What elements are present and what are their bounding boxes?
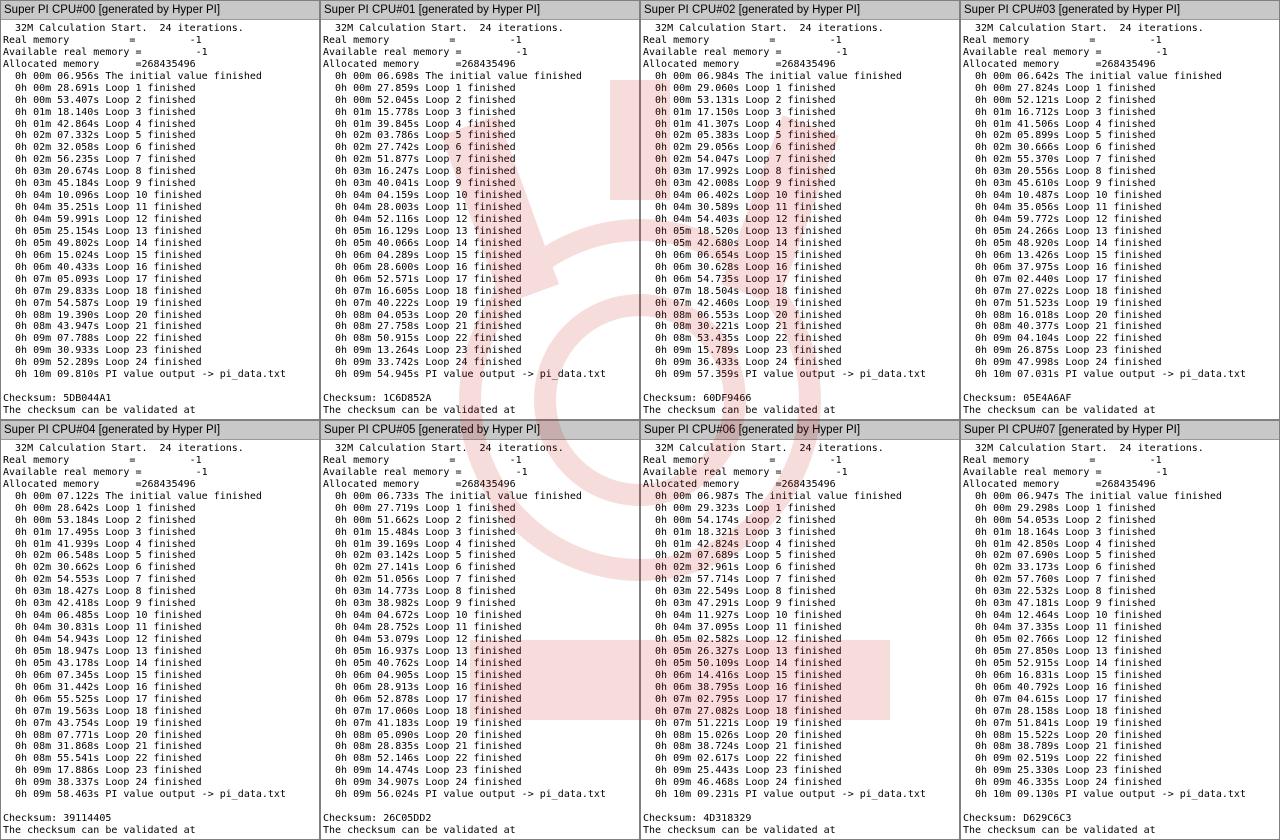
- validation-note: The checksum can be validated at: [643, 825, 836, 836]
- log-line: 0h 00m 27.719s Loop 1 finished: [323, 502, 516, 514]
- log-line: 0h 05m 02.766s Loop 12 finished: [963, 634, 1162, 645]
- superpi-window-cpu05[interactable]: [320, 420, 640, 840]
- log-line: 0h 08m 16.018s Loop 20 finished: [963, 309, 1162, 321]
- log-line: 0h 02m 32.961s Loop 6 finished: [643, 562, 836, 574]
- log-line: 0h 00m 29.060s Loop 1 finished: [643, 82, 836, 94]
- log-line: 0h 02m 07.689s Loop 5 finished: [643, 550, 836, 562]
- log-line: 0h 06m 13.426s Loop 15 finished: [963, 249, 1162, 261]
- log-line: Available real memory = -1: [3, 466, 208, 478]
- log-spacer: [643, 381, 959, 393]
- log-line: 0h 04m 53.079s Loop 12 finished: [323, 634, 522, 645]
- log-line: 0h 04m 04.672s Loop 10 finished: [323, 610, 522, 622]
- log-line: 0h 01m 39.169s Loop 4 finished: [323, 538, 516, 550]
- log-line: 0h 07m 04.615s Loop 17 finished: [963, 693, 1162, 705]
- log-line: 0h 05m 16.129s Loop 13 finished: [323, 225, 522, 237]
- log-line: 32M Calculation Start. 24 iterations.: [323, 23, 564, 34]
- log-line: 0h 01m 15.484s Loop 3 finished: [323, 526, 516, 538]
- log-line: 0h 08m 06.553s Loop 20 finished: [643, 309, 842, 321]
- log-line: 0h 07m 02.440s Loop 17 finished: [963, 273, 1162, 285]
- log-line: 0h 05m 27.850s Loop 13 finished: [963, 645, 1162, 657]
- log-line: 0h 01m 42.850s Loop 4 finished: [963, 538, 1156, 550]
- log-line: 0h 01m 39.845s Loop 4 finished: [323, 118, 516, 130]
- window-title[interactable]: Super PI CPU#06 [generated by Hyper PI]: [641, 421, 959, 440]
- superpi-window-cpu04[interactable]: [0, 420, 320, 840]
- log-line: 0h 01m 41.307s Loop 4 finished: [643, 118, 836, 130]
- log-line: 0h 06m 04.905s Loop 15 finished: [323, 669, 522, 681]
- log-line: Real memory = -1: [3, 454, 202, 466]
- log-line: 0h 04m 35.251s Loop 11 finished: [3, 202, 202, 214]
- log-line: 0h 04m 10.487s Loop 10 finished: [963, 190, 1162, 202]
- superpi-window-cpu03[interactable]: [960, 0, 1280, 420]
- log-line: 0h 02m 51.056s Loop 7 finished: [323, 574, 516, 586]
- log-line: 0h 05m 24.266s Loop 13 finished: [963, 225, 1162, 237]
- log-line: 0h 04m 37.095s Loop 11 finished: [643, 622, 842, 634]
- log-line: 0h 04m 30.589s Loop 11 finished: [643, 202, 842, 214]
- log-line: 0h 07m 51.841s Loop 19 finished: [963, 717, 1162, 729]
- log-line: 0h 08m 40.377s Loop 21 finished: [963, 321, 1162, 333]
- log-line: 0h 03m 22.549s Loop 8 finished: [643, 586, 836, 598]
- log-line: 0h 09m 30.933s Loop 23 finished: [3, 345, 202, 357]
- log-line: 0h 08m 04.053s Loop 20 finished: [323, 309, 522, 321]
- output-log: [1, 440, 319, 837]
- log-line: 32M Calculation Start. 24 iterations.: [643, 23, 884, 34]
- log-line: 0h 09m 46.468s Loop 24 finished: [643, 777, 842, 789]
- log-line: 0h 04m 06.485s Loop 10 finished: [3, 610, 202, 622]
- log-line: 0h 00m 06.947s The initial value finished: [963, 490, 1222, 502]
- superpi-window-cpu01[interactable]: [320, 0, 640, 420]
- log-line: 0h 09m 26.875s Loop 23 finished: [963, 345, 1162, 357]
- log-line: 0h 04m 54.943s Loop 12 finished: [3, 634, 202, 645]
- log-line: 0h 07m 40.222s Loop 19 finished: [323, 297, 522, 309]
- log-line: Real memory = -1: [963, 34, 1162, 46]
- log-line: 0h 05m 40.762s Loop 14 finished: [323, 657, 522, 669]
- log-line: 0h 07m 27.022s Loop 18 finished: [963, 285, 1162, 297]
- log-line: 0h 01m 42.864s Loop 4 finished: [3, 118, 196, 130]
- log-line: Real memory = -1: [643, 34, 842, 46]
- log-line: Real memory = -1: [323, 34, 522, 46]
- log-line: 0h 00m 06.956s The initial value finished: [3, 70, 262, 82]
- log-line: 0h 10m 07.031s PI value output -> pi_data.txt: [963, 369, 1246, 381]
- log-line: 0h 08m 15.522s Loop 20 finished: [963, 729, 1162, 741]
- log-line: 0h 09m 04.104s Loop 22 finished: [963, 333, 1162, 345]
- log-line: 0h 06m 40.433s Loop 16 finished: [3, 261, 202, 273]
- log-line: 0h 08m 27.758s Loop 21 finished: [323, 321, 522, 333]
- log-line: Available real memory = -1: [323, 466, 528, 478]
- log-line: Allocated memory =268435496: [323, 478, 516, 490]
- log-line: 0h 02m 30.666s Loop 6 finished: [963, 142, 1156, 154]
- log-line: 0h 09m 02.519s Loop 22 finished: [963, 753, 1162, 765]
- log-line: 0h 00m 28.642s Loop 1 finished: [3, 502, 196, 514]
- log-line: 0h 02m 03.786s Loop 5 finished: [323, 130, 516, 142]
- log-line: 0h 07m 29.833s Loop 18 finished: [3, 285, 202, 297]
- log-line: 0h 07m 41.183s Loop 19 finished: [323, 717, 522, 729]
- output-log: [961, 440, 1279, 837]
- log-spacer: [643, 801, 959, 813]
- log-line: 0h 03m 14.773s Loop 8 finished: [323, 586, 516, 598]
- log-line: 0h 08m 38.724s Loop 21 finished: [643, 741, 842, 753]
- log-line: 0h 01m 17.150s Loop 3 finished: [643, 106, 836, 118]
- log-line: 0h 00m 06.642s The initial value finished: [963, 70, 1222, 82]
- log-line: 0h 06m 06.654s Loop 15 finished: [643, 249, 842, 261]
- log-line: 0h 02m 32.058s Loop 6 finished: [3, 142, 196, 154]
- log-line: 0h 06m 38.795s Loop 16 finished: [643, 681, 842, 693]
- output-log: [641, 440, 959, 837]
- log-line: Available real memory = -1: [3, 46, 208, 58]
- validation-note: The checksum can be validated at: [323, 825, 516, 836]
- log-line: 0h 08m 43.947s Loop 21 finished: [3, 321, 202, 333]
- log-line: 0h 05m 02.582s Loop 12 finished: [643, 634, 842, 645]
- log-line: 0h 07m 51.523s Loop 19 finished: [963, 297, 1162, 309]
- log-line: 0h 08m 53.435s Loop 22 finished: [643, 333, 842, 345]
- log-line: 0h 08m 50.915s Loop 22 finished: [323, 333, 522, 345]
- log-line: Real memory = -1: [963, 454, 1162, 466]
- log-line: 0h 02m 33.173s Loop 6 finished: [963, 562, 1156, 574]
- log-line: 0h 02m 57.714s Loop 7 finished: [643, 574, 836, 586]
- log-line: 0h 00m 53.131s Loop 2 finished: [643, 94, 836, 106]
- log-line: 0h 10m 09.231s PI value output -> pi_data.txt: [643, 789, 926, 801]
- log-line: 0h 05m 16.937s Loop 13 finished: [323, 645, 522, 657]
- log-line: 0h 06m 15.024s Loop 15 finished: [3, 249, 202, 261]
- window-title[interactable]: Super PI CPU#00 [generated by Hyper PI]: [1, 1, 319, 20]
- validation-note: The checksum can be validated at: [323, 405, 516, 416]
- log-line: 0h 01m 15.778s Loop 3 finished: [323, 106, 516, 118]
- log-line: 0h 03m 47.181s Loop 9 finished: [963, 598, 1156, 610]
- log-line: 0h 02m 51.877s Loop 7 finished: [323, 154, 516, 166]
- log-line: Allocated memory =268435496: [3, 478, 196, 490]
- output-log: [1, 20, 319, 417]
- log-line: 0h 02m 05.899s Loop 5 finished: [963, 130, 1156, 142]
- log-line: 0h 09m 14.474s Loop 23 finished: [323, 765, 522, 777]
- log-line: 0h 09m 15.789s Loop 23 finished: [643, 345, 842, 357]
- log-line: 0h 02m 55.370s Loop 7 finished: [963, 154, 1156, 166]
- log-line: 0h 03m 38.982s Loop 9 finished: [323, 598, 516, 610]
- checksum-line: Checksum: 60DF9466: [643, 393, 752, 405]
- log-line: 0h 03m 45.184s Loop 9 finished: [3, 178, 196, 190]
- log-line: 32M Calculation Start. 24 iterations.: [643, 443, 884, 454]
- log-line: 0h 08m 38.789s Loop 21 finished: [963, 741, 1162, 753]
- log-line: 0h 05m 42.680s Loop 14 finished: [643, 237, 842, 249]
- log-line: 0h 05m 18.947s Loop 13 finished: [3, 645, 202, 657]
- log-line: 0h 07m 54.587s Loop 19 finished: [3, 297, 202, 309]
- checksum-line: Checksum: 1C6D852A: [323, 393, 432, 405]
- log-line: 0h 00m 52.121s Loop 2 finished: [963, 94, 1156, 106]
- log-line: 0h 00m 06.984s The initial value finished: [643, 70, 902, 82]
- log-line: 0h 06m 55.525s Loop 17 finished: [3, 693, 202, 705]
- log-line: 0h 05m 25.154s Loop 13 finished: [3, 225, 202, 237]
- log-line: 32M Calculation Start. 24 iterations.: [3, 443, 244, 454]
- log-line: 0h 03m 22.532s Loop 8 finished: [963, 586, 1156, 598]
- log-line: 0h 03m 18.427s Loop 8 finished: [3, 586, 196, 598]
- log-line: 0h 06m 52.878s Loop 17 finished: [323, 693, 522, 705]
- output-log: [641, 20, 959, 417]
- log-line: 0h 09m 56.024s PI value output -> pi_data.txt: [323, 789, 606, 801]
- log-line: 0h 07m 43.754s Loop 19 finished: [3, 717, 202, 729]
- log-line: 0h 02m 27.742s Loop 6 finished: [323, 142, 516, 154]
- log-line: 0h 00m 52.045s Loop 2 finished: [323, 94, 516, 106]
- log-line: 0h 06m 52.571s Loop 17 finished: [323, 273, 522, 285]
- log-line: 0h 03m 17.992s Loop 8 finished: [643, 166, 836, 178]
- log-line: 0h 09m 34.907s Loop 24 finished: [323, 777, 522, 789]
- log-line: 0h 07m 16.605s Loop 18 finished: [323, 285, 522, 297]
- log-line: 0h 07m 27.082s Loop 18 finished: [643, 705, 842, 717]
- log-spacer: [323, 381, 639, 393]
- checksum-line: Checksum: 4D318329: [643, 813, 752, 825]
- log-line: 0h 08m 07.771s Loop 20 finished: [3, 729, 202, 741]
- log-line: 0h 04m 52.116s Loop 12 finished: [323, 214, 522, 225]
- log-line: Real memory = -1: [643, 454, 842, 466]
- log-line: 0h 01m 18.321s Loop 3 finished: [643, 526, 836, 538]
- log-line: 0h 01m 18.140s Loop 3 finished: [3, 106, 196, 118]
- validation-note: The checksum can be validated at: [3, 825, 196, 836]
- log-line: Real memory = -1: [323, 454, 522, 466]
- log-line: Available real memory = -1: [963, 466, 1168, 478]
- log-line: 0h 07m 28.158s Loop 18 finished: [963, 705, 1162, 717]
- log-line: 0h 04m 30.831s Loop 11 finished: [3, 622, 202, 634]
- log-line: 0h 09m 02.617s Loop 22 finished: [643, 753, 842, 765]
- log-line: 0h 01m 41.939s Loop 4 finished: [3, 538, 196, 550]
- log-line: 0h 09m 25.443s Loop 23 finished: [643, 765, 842, 777]
- log-line: 0h 00m 51.662s Loop 2 finished: [323, 514, 516, 526]
- log-spacer: [323, 801, 639, 813]
- checksum-line: Checksum: 39114405: [3, 813, 112, 825]
- log-line: 0h 02m 03.142s Loop 5 finished: [323, 550, 516, 562]
- log-line: 0h 02m 27.141s Loop 6 finished: [323, 562, 516, 574]
- log-line: 0h 09m 54.945s PI value output -> pi_data.txt: [323, 369, 606, 381]
- log-line: 0h 04m 59.772s Loop 12 finished: [963, 214, 1162, 225]
- log-line: 0h 05m 18.520s Loop 13 finished: [643, 225, 842, 237]
- log-line: 0h 06m 31.442s Loop 16 finished: [3, 681, 202, 693]
- log-line: 32M Calculation Start. 24 iterations.: [963, 23, 1204, 34]
- log-line: 0h 05m 26.327s Loop 13 finished: [643, 645, 842, 657]
- log-line: 0h 07m 17.060s Loop 18 finished: [323, 705, 522, 717]
- log-line: 0h 05m 40.066s Loop 14 finished: [323, 237, 522, 249]
- log-line: 0h 04m 10.096s Loop 10 finished: [3, 190, 202, 202]
- log-line: 0h 08m 19.390s Loop 20 finished: [3, 309, 202, 321]
- log-line: 0h 04m 37.335s Loop 11 finished: [963, 622, 1162, 634]
- log-line: 0h 06m 40.792s Loop 16 finished: [963, 681, 1162, 693]
- log-line: 0h 00m 53.407s Loop 2 finished: [3, 94, 196, 106]
- log-line: 0h 07m 05.093s Loop 17 finished: [3, 273, 202, 285]
- log-line: Available real memory = -1: [323, 46, 528, 58]
- log-line: 0h 09m 46.335s Loop 24 finished: [963, 777, 1162, 789]
- log-line: 0h 09m 33.742s Loop 24 finished: [323, 357, 522, 369]
- log-line: 0h 02m 54.553s Loop 7 finished: [3, 574, 196, 586]
- log-line: 0h 06m 07.345s Loop 15 finished: [3, 669, 202, 681]
- log-line: 0h 03m 16.247s Loop 8 finished: [323, 166, 516, 178]
- log-line: 0h 05m 43.178s Loop 14 finished: [3, 657, 202, 669]
- log-line: 0h 08m 05.090s Loop 20 finished: [323, 729, 522, 741]
- window-title[interactable]: Super PI CPU#03 [generated by Hyper PI]: [961, 1, 1279, 20]
- log-line: 0h 00m 06.987s The initial value finished: [643, 490, 902, 502]
- log-line: Allocated memory =268435496: [963, 478, 1156, 490]
- log-line: 0h 05m 48.920s Loop 14 finished: [963, 237, 1162, 249]
- superpi-window-cpu07[interactable]: [960, 420, 1280, 840]
- log-line: Allocated memory =268435496: [643, 478, 836, 490]
- log-line: 0h 07m 19.563s Loop 18 finished: [3, 705, 202, 717]
- log-line: 32M Calculation Start. 24 iterations.: [323, 443, 564, 454]
- validation-note: The checksum can be validated at: [3, 405, 196, 416]
- log-line: 0h 09m 17.886s Loop 23 finished: [3, 765, 202, 777]
- log-line: 0h 02m 54.047s Loop 7 finished: [643, 154, 836, 166]
- log-line: 0h 01m 18.164s Loop 3 finished: [963, 526, 1156, 538]
- log-line: 0h 08m 52.146s Loop 22 finished: [323, 753, 522, 765]
- log-line: 0h 04m 12.464s Loop 10 finished: [963, 610, 1162, 622]
- log-line: 0h 02m 05.383s Loop 5 finished: [643, 130, 836, 142]
- log-line: 0h 04m 04.159s Loop 10 finished: [323, 190, 522, 202]
- log-line: 0h 04m 59.991s Loop 12 finished: [3, 214, 202, 225]
- log-line: 0h 00m 28.691s Loop 1 finished: [3, 82, 196, 94]
- log-line: 0h 07m 51.221s Loop 19 finished: [643, 717, 842, 729]
- window-title[interactable]: Super PI CPU#07 [generated by Hyper PI]: [961, 421, 1279, 440]
- log-line: 0h 04m 54.403s Loop 12 finished: [643, 214, 842, 225]
- log-line: 0h 07m 02.795s Loop 17 finished: [643, 693, 842, 705]
- log-line: 0h 03m 20.674s Loop 8 finished: [3, 166, 196, 178]
- log-line: 32M Calculation Start. 24 iterations.: [3, 23, 244, 34]
- log-line: 0h 04m 11.927s Loop 10 finished: [643, 610, 842, 622]
- log-line: 0h 06m 16.831s Loop 15 finished: [963, 669, 1162, 681]
- log-line: 0h 01m 41.506s Loop 4 finished: [963, 118, 1156, 130]
- log-line: 0h 09m 07.788s Loop 22 finished: [3, 333, 202, 345]
- log-line: 0h 03m 42.008s Loop 9 finished: [643, 178, 836, 190]
- log-line: 0h 00m 27.859s Loop 1 finished: [323, 82, 516, 94]
- log-line: 0h 08m 15.026s Loop 20 finished: [643, 729, 842, 741]
- log-line: 0h 06m 30.628s Loop 16 finished: [643, 261, 842, 273]
- log-line: 0h 02m 06.548s Loop 5 finished: [3, 550, 196, 562]
- log-line: Allocated memory =268435496: [323, 58, 516, 70]
- log-line: 0h 09m 25.330s Loop 23 finished: [963, 765, 1162, 777]
- log-line: 0h 07m 18.504s Loop 18 finished: [643, 285, 842, 297]
- log-line: 0h 02m 56.235s Loop 7 finished: [3, 154, 196, 166]
- log-line: 0h 09m 52.289s Loop 24 finished: [3, 357, 202, 369]
- log-line: 0h 02m 07.332s Loop 5 finished: [3, 130, 196, 142]
- log-line: 0h 00m 07.122s The initial value finished: [3, 490, 262, 502]
- log-line: 0h 10m 09.130s PI value output -> pi_data.txt: [963, 789, 1246, 801]
- log-line: 0h 03m 40.041s Loop 9 finished: [323, 178, 516, 190]
- log-line: 0h 06m 14.416s Loop 15 finished: [643, 669, 842, 681]
- log-line: Allocated memory =268435496: [643, 58, 836, 70]
- log-line: 0h 00m 29.323s Loop 1 finished: [643, 502, 836, 514]
- log-spacer: [963, 381, 1279, 393]
- log-line: 0h 02m 29.056s Loop 6 finished: [643, 142, 836, 154]
- log-line: 0h 05m 50.109s Loop 14 finished: [643, 657, 842, 669]
- checksum-line: Checksum: 5DB044A1: [3, 393, 112, 405]
- log-line: Available real memory = -1: [643, 46, 848, 58]
- log-line: Allocated memory =268435496: [3, 58, 196, 70]
- log-line: 0h 00m 53.184s Loop 2 finished: [3, 514, 196, 526]
- log-line: 0h 00m 06.733s The initial value finished: [323, 490, 582, 502]
- log-line: 0h 09m 57.359s PI value output -> pi_data.txt: [643, 369, 926, 381]
- window-title[interactable]: Super PI CPU#02 [generated by Hyper PI]: [641, 1, 959, 20]
- log-line: 0h 04m 35.056s Loop 11 finished: [963, 202, 1162, 214]
- output-log: [961, 20, 1279, 417]
- validation-note: The checksum can be validated at: [963, 405, 1156, 416]
- log-line: 0h 09m 58.463s PI value output -> pi_data.txt: [3, 789, 286, 801]
- log-line: 0h 08m 55.541s Loop 22 finished: [3, 753, 202, 765]
- window-title[interactable]: Super PI CPU#05 [generated by Hyper PI]: [321, 421, 639, 440]
- log-line: 0h 06m 28.600s Loop 16 finished: [323, 261, 522, 273]
- log-line: 0h 01m 42.824s Loop 4 finished: [643, 538, 836, 550]
- log-line: 0h 06m 37.975s Loop 16 finished: [963, 261, 1162, 273]
- log-line: 0h 08m 31.868s Loop 21 finished: [3, 741, 202, 753]
- window-title[interactable]: Super PI CPU#04 [generated by Hyper PI]: [1, 421, 319, 440]
- output-log: [321, 20, 639, 417]
- log-line: 0h 09m 36.433s Loop 24 finished: [643, 357, 842, 369]
- log-line: 0h 04m 06.402s Loop 10 finished: [643, 190, 842, 202]
- superpi-window-cpu06[interactable]: [640, 420, 960, 840]
- output-log: [321, 440, 639, 837]
- checksum-line: Checksum: D629C6C3: [963, 813, 1072, 825]
- log-line: 0h 08m 30.221s Loop 21 finished: [643, 321, 842, 333]
- log-line: 0h 09m 47.998s Loop 24 finished: [963, 357, 1162, 369]
- log-line: 0h 03m 42.418s Loop 9 finished: [3, 598, 196, 610]
- log-line: 0h 03m 47.291s Loop 9 finished: [643, 598, 836, 610]
- log-line: 0h 06m 54.735s Loop 17 finished: [643, 273, 842, 285]
- superpi-window-cpu02[interactable]: [640, 0, 960, 420]
- log-spacer: [3, 801, 319, 813]
- log-line: 0h 03m 20.556s Loop 8 finished: [963, 166, 1156, 178]
- log-line: 0h 08m 28.835s Loop 21 finished: [323, 741, 522, 753]
- log-line: 0h 05m 52.915s Loop 14 finished: [963, 657, 1162, 669]
- validation-note: The checksum can be validated at: [643, 405, 836, 416]
- log-line: Available real memory = -1: [643, 466, 848, 478]
- log-line: 0h 00m 06.698s The initial value finished: [323, 70, 582, 82]
- log-line: 0h 02m 07.690s Loop 5 finished: [963, 550, 1156, 562]
- log-line: 0h 09m 13.264s Loop 23 finished: [323, 345, 522, 357]
- log-line: 0h 04m 28.003s Loop 11 finished: [323, 202, 522, 214]
- log-line: 0h 00m 27.824s Loop 1 finished: [963, 82, 1156, 94]
- log-line: 0h 06m 28.913s Loop 16 finished: [323, 681, 522, 693]
- log-line: 0h 00m 54.053s Loop 2 finished: [963, 514, 1156, 526]
- checksum-line: Checksum: 05E4A6AF: [963, 393, 1072, 405]
- log-line: Allocated memory =268435496: [963, 58, 1156, 70]
- log-line: 0h 06m 04.289s Loop 15 finished: [323, 249, 522, 261]
- log-line: Real memory = -1: [3, 34, 202, 46]
- superpi-window-cpu00[interactable]: [0, 0, 320, 420]
- log-line: 32M Calculation Start. 24 iterations.: [963, 443, 1204, 454]
- log-line: 0h 01m 17.495s Loop 3 finished: [3, 526, 196, 538]
- log-spacer: [963, 801, 1279, 813]
- checksum-line: Checksum: 26C05DD2: [323, 813, 432, 825]
- log-line: 0h 07m 42.460s Loop 19 finished: [643, 297, 842, 309]
- log-line: 0h 05m 49.802s Loop 14 finished: [3, 237, 202, 249]
- log-line: 0h 00m 54.174s Loop 2 finished: [643, 514, 836, 526]
- log-line: 0h 04m 28.752s Loop 11 finished: [323, 622, 522, 634]
- log-line: Available real memory = -1: [963, 46, 1168, 58]
- log-line: 0h 10m 09.810s PI value output -> pi_data.txt: [3, 369, 286, 381]
- log-line: 0h 01m 16.712s Loop 3 finished: [963, 106, 1156, 118]
- log-spacer: [3, 381, 319, 393]
- log-line: 0h 02m 57.760s Loop 7 finished: [963, 574, 1156, 586]
- window-title[interactable]: Super PI CPU#01 [generated by Hyper PI]: [321, 1, 639, 20]
- log-line: 0h 02m 30.662s Loop 6 finished: [3, 562, 196, 574]
- log-line: 0h 00m 29.298s Loop 1 finished: [963, 502, 1156, 514]
- log-line: 0h 03m 45.610s Loop 9 finished: [963, 178, 1156, 190]
- log-line: 0h 09m 38.337s Loop 24 finished: [3, 777, 202, 789]
- validation-note: The checksum can be validated at: [963, 825, 1156, 836]
